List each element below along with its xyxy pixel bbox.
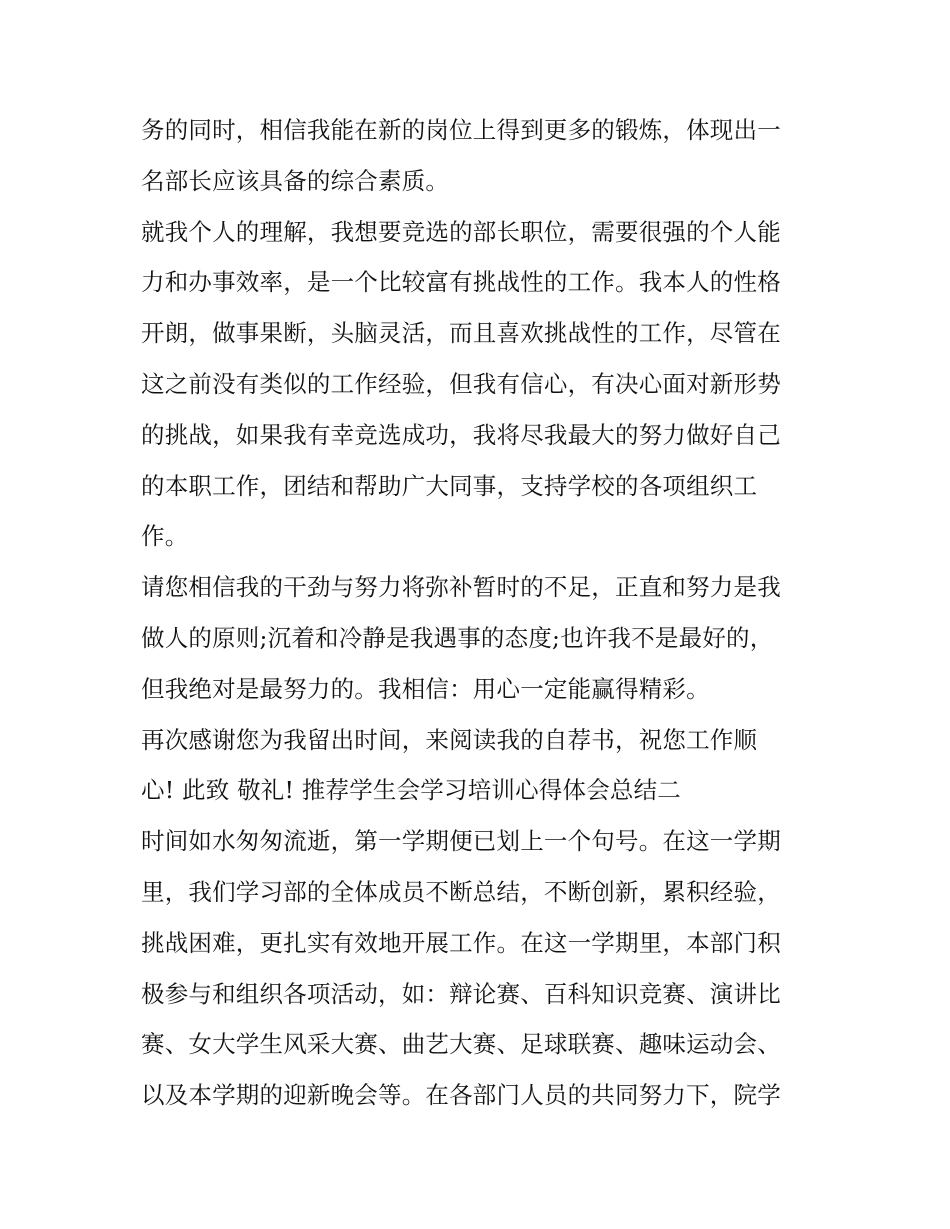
text-line: 的本职工作，团结和帮助广大同事，支持学校的各项组织工 <box>141 471 758 500</box>
text-line: 里，我们学习部的全体成员不断总结，不断创新，累积经验， <box>141 877 781 906</box>
text-line: 务的同时，相信我能在新的岗位上得到更多的锻炼，体现出一 <box>141 116 781 144</box>
text-line: 作。 <box>141 522 189 551</box>
text-line: 请您相信我的干劲与努力将弥补暂时的不足，正直和努力是我 <box>141 573 781 602</box>
text-line: 以及本学期的迎新晚会等。在各部门人员的共同努力下，院学 <box>141 1081 781 1110</box>
text-line: 名部长应该具备的综合素质。 <box>141 166 450 195</box>
text-line: 力和办事效率，是一个比较富有挑战性的工作。我本人的性格 <box>141 268 781 297</box>
text-line: 赛、女大学生风采大赛、曲艺大赛、足球联赛、趣味运动会、 <box>141 1030 781 1059</box>
text-line: 开朗，做事果断，头脑灵活，而且喜欢挑战性的工作，尽管在 <box>141 319 781 348</box>
text-line: 心! 此致 敬礼! 推荐学生会学习培训心得体会总结二 <box>141 776 681 805</box>
text-line: 极参与和组织各项活动，如：辩论赛、百科知识竞赛、演讲比 <box>141 979 781 1008</box>
text-line: 这之前没有类似的工作经验，但我有信心，有决心面对新形势 <box>141 369 781 398</box>
text-line: 就我个人的理解，我想要竞选的部长职位，需要很强的个人能 <box>141 217 781 246</box>
body-text <box>141 105 821 1121</box>
text-line: 再次感谢您为我留出时间，来阅读我的自荐书，祝您工作顺 <box>141 725 758 754</box>
text-line: 的挑战，如果我有幸竞选成功，我将尽我最大的努力做好自己 <box>141 420 781 449</box>
text-line: 时间如水匆匆流逝，第一学期便已划上一个句号。在这一学期 <box>141 827 781 856</box>
text-line: 但我绝对是最努力的。我相信：用心一定能赢得精彩。 <box>141 674 710 703</box>
text-line: 挑战困难，更扎实有效地开展工作。在这一学期里，本部门积 <box>141 928 781 957</box>
text-line: 做人的原则;沉着和冷静是我遇事的态度;也许我不是最好的， <box>141 623 774 652</box>
